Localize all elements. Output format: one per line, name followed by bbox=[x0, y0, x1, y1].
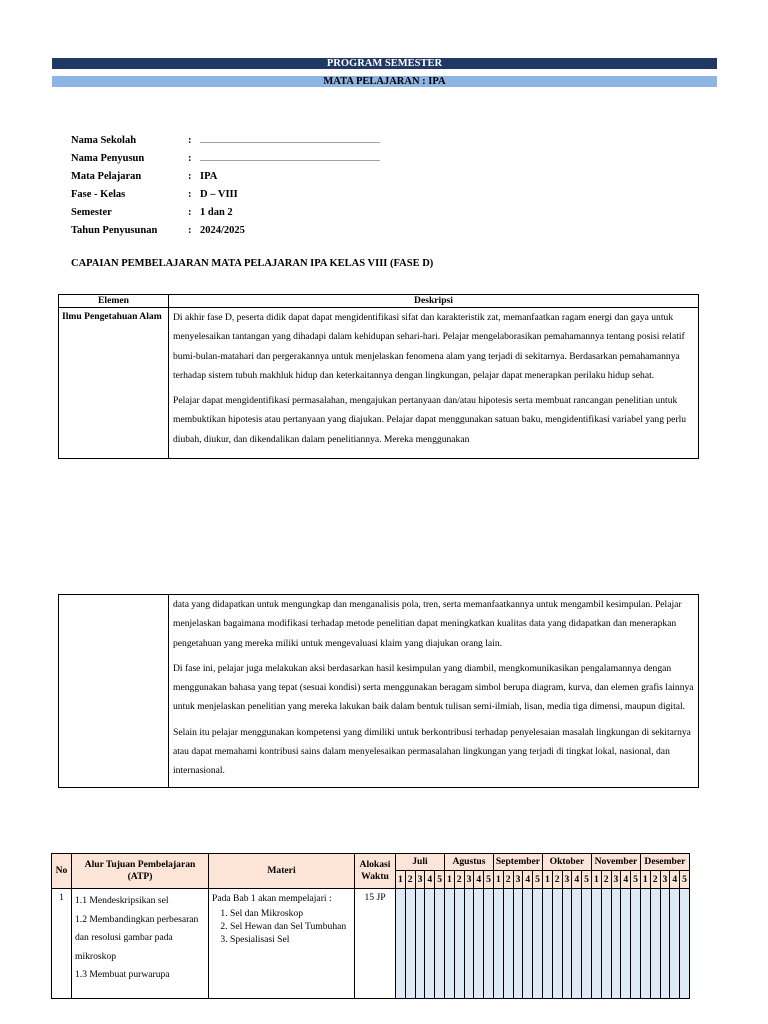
week-header: 3 bbox=[464, 871, 474, 889]
week-cell bbox=[474, 889, 484, 999]
cp-table-page2 bbox=[58, 594, 699, 788]
identity-value: IPA bbox=[200, 170, 218, 182]
materi-item: 2. Sel Hewan dan Sel Tumbuhan bbox=[230, 920, 351, 933]
week-cell bbox=[533, 889, 543, 999]
identity-value: .......................................................................................... bbox=[200, 153, 380, 163]
identity-colon: : bbox=[188, 188, 192, 200]
month-header: Oktober bbox=[542, 854, 591, 871]
week-cell bbox=[660, 889, 670, 999]
week-header: 2 bbox=[552, 871, 562, 889]
week-cell bbox=[631, 889, 641, 999]
week-header: 3 bbox=[513, 871, 523, 889]
week-cell bbox=[591, 889, 601, 999]
week-cell bbox=[562, 889, 572, 999]
week-cell bbox=[425, 889, 435, 999]
week-cell bbox=[513, 889, 523, 999]
week-cell bbox=[464, 889, 474, 999]
materi-item: 3. Spesialisasi Sel bbox=[230, 933, 351, 946]
identity-label: Tahun Penyusunan bbox=[71, 225, 158, 237]
col-no: No bbox=[52, 854, 72, 889]
week-header: 4 bbox=[670, 871, 680, 889]
week-header: 4 bbox=[523, 871, 533, 889]
col-elemen: Elemen bbox=[59, 295, 169, 308]
row-atp bbox=[72, 889, 209, 999]
identity-label: Nama Sekolah bbox=[71, 134, 137, 146]
week-header: 3 bbox=[660, 871, 670, 889]
identity-row bbox=[71, 185, 380, 203]
identity-colon: : bbox=[188, 225, 192, 237]
identity-colon: : bbox=[188, 134, 192, 146]
week-cell bbox=[523, 889, 533, 999]
atp-item: 1.2 Membandingkan perbesaran dan resolusi gambar pada mikroskop bbox=[75, 913, 199, 962]
cp-paragraph: data yang didapatkan untuk mengungkap dan menganalisis pola, tren, serta memanfaatkannya untuk mengambil kesimpulan. Pelajar menjelaskan bagaimana modifikasi terhadap metode penelitian dapat meningkatkan kualitas data yang didapatkan dan menerapkan pengetahuan yang mereka miliki untuk mengevaluasi klaim yang diajukan orang lain. bbox=[173, 599, 682, 649]
week-cell bbox=[601, 889, 611, 999]
identity-value: 1 dan 2 bbox=[200, 206, 233, 218]
materi-intro: Pada Bab 1 akan mempelajari : bbox=[212, 893, 332, 904]
cp-paragraph: Di akhir fase D, peserta didik dapat dapat mengidentifikasi sifat dan karakteristik zat, memanfaatkan ragam energi dan gaya untuk menyelesaikan tantangan yang dihadapi dalam kehidupan sehari-hari. Pelajar mengelaborasikan pemahamannya tentang posisi relatif bumi-bulan-matahari dan pergerakannya untuk menjelaskan fenomena alam yang terjadi di sekitarnya. Berdasarkan pemahamannya terhadap sistem tubuh makhluk hidup dan keterkaitannya dengan lingkungan, pelajar dapat menerapkan perilaku hidup sehat. bbox=[173, 312, 685, 381]
identity-value: 2024/2025 bbox=[200, 225, 245, 237]
week-header: 1 bbox=[542, 871, 552, 889]
week-cell bbox=[396, 889, 406, 999]
week-header: 5 bbox=[631, 871, 641, 889]
week-cell bbox=[621, 889, 631, 999]
week-cell bbox=[444, 889, 454, 999]
week-cell bbox=[415, 889, 425, 999]
week-cell bbox=[493, 889, 503, 999]
cp-paragraph: Pelajar dapat mengidentifikasi permasalahan, mengajukan pertanyaan dan/atau hipotesis serta membuat rancangan penelitian untuk membuktikan hipotesis atau pertanyaan yang diajukan. Pelajar dapat menggunakan satuan baku, mengidentifikasi variabel yang perlu diubah, diukur, dan dikendalikan dalam penelitiannya. Mereka menggunakan bbox=[173, 395, 687, 445]
week-header: 1 bbox=[591, 871, 601, 889]
week-header: 5 bbox=[435, 871, 445, 889]
identity-label: Fase - Kelas bbox=[71, 188, 126, 200]
cp-table-page1 bbox=[58, 294, 699, 459]
cp-paragraph: Selain itu pelajar menggunakan kompetensi yang dimiliki untuk berkontribusi terhadap penyelesaian masalah lingkungan di sekitarnya atau dapat memahami kontribusi sains dalam menyelesaikan permasalahan lingkungan yang terjadi di tingkat lokal, nasional, dan internasional. bbox=[173, 726, 691, 777]
row-materi bbox=[209, 889, 355, 999]
document-title: PROGRAM SEMESTER bbox=[52, 58, 717, 69]
week-header: 1 bbox=[493, 871, 503, 889]
identity-row bbox=[71, 149, 380, 167]
week-cell bbox=[582, 889, 592, 999]
week-cell bbox=[454, 889, 464, 999]
element-empty-cell bbox=[59, 595, 169, 788]
week-header: 4 bbox=[572, 871, 582, 889]
week-cell bbox=[552, 889, 562, 999]
week-header: 2 bbox=[454, 871, 464, 889]
week-header: 2 bbox=[650, 871, 660, 889]
identity-row bbox=[71, 167, 380, 185]
week-cell bbox=[611, 889, 621, 999]
identity-colon: : bbox=[188, 152, 192, 164]
month-header: November bbox=[591, 854, 640, 871]
week-cell bbox=[503, 889, 513, 999]
week-header: 5 bbox=[582, 871, 592, 889]
month-header: Agustus bbox=[444, 854, 493, 871]
identity-row bbox=[71, 203, 380, 221]
col-materi: Materi bbox=[209, 854, 355, 889]
month-header: Juli bbox=[396, 854, 445, 871]
week-cell bbox=[680, 889, 690, 999]
element-name: Ilmu Pengetahuan Alam bbox=[59, 308, 169, 459]
week-cell bbox=[572, 889, 582, 999]
identity-label: Semester bbox=[71, 206, 112, 218]
identity-row bbox=[71, 221, 380, 239]
month-header: September bbox=[493, 854, 542, 871]
week-header: 3 bbox=[611, 871, 621, 889]
week-cell bbox=[435, 889, 445, 999]
identity-colon: : bbox=[188, 170, 192, 182]
month-header: Desember bbox=[640, 854, 689, 871]
description-cell bbox=[169, 595, 699, 788]
materi-item: 1. Sel dan Mikroskop bbox=[230, 907, 351, 920]
week-header: 3 bbox=[415, 871, 425, 889]
cp-paragraph: Di fase ini, pelajar juga melakukan aksi berdasarkan hasil kesimpulan yang diambil, mengkomunikasikan pengalamannya dengan menggunakan bahasa yang tepat (sesuai kondisi) serta menggunakan beragam simbol berupa diagram, kurva, dan elemen grafis lainnya untuk menjelaskan penelitian yang mereka lakukan baik dalam bentuk tulisan semi-ilmiah, lisan, media tiga dimensi, maupun digital. bbox=[173, 662, 694, 713]
description-cell bbox=[169, 308, 699, 459]
row-no: 1 bbox=[52, 889, 72, 999]
week-header: 4 bbox=[425, 871, 435, 889]
week-header: 5 bbox=[533, 871, 543, 889]
week-header: 5 bbox=[680, 871, 690, 889]
week-header: 2 bbox=[601, 871, 611, 889]
week-cell bbox=[640, 889, 650, 999]
col-deskripsi: Deskripsi bbox=[169, 295, 699, 308]
week-cell bbox=[650, 889, 660, 999]
week-header: 2 bbox=[503, 871, 513, 889]
identity-colon: : bbox=[188, 206, 192, 218]
row-alokasi: 15 JP bbox=[355, 889, 396, 999]
week-header: 4 bbox=[474, 871, 484, 889]
week-cell bbox=[670, 889, 680, 999]
week-header: 5 bbox=[484, 871, 494, 889]
atp-item: 1.1 Mendeskripsikan sel bbox=[75, 895, 169, 906]
col-atp: Alur Tujuan Pembelajaran (ATP) bbox=[72, 854, 209, 889]
week-cell bbox=[405, 889, 415, 999]
identity-table bbox=[71, 131, 380, 240]
week-header: 1 bbox=[444, 871, 454, 889]
week-header: 3 bbox=[562, 871, 572, 889]
week-header: 1 bbox=[640, 871, 650, 889]
atp-item: 1.3 Membuat purwarupa bbox=[75, 969, 170, 980]
identity-value: D – VIII bbox=[200, 188, 238, 200]
identity-label: Nama Penyusun bbox=[71, 152, 145, 164]
atp-table bbox=[51, 853, 690, 999]
week-header: 4 bbox=[621, 871, 631, 889]
week-cell bbox=[484, 889, 494, 999]
week-cell bbox=[542, 889, 552, 999]
identity-row bbox=[71, 131, 380, 149]
week-header: 1 bbox=[396, 871, 406, 889]
week-header: 2 bbox=[405, 871, 415, 889]
col-alokasi: Alokasi Waktu bbox=[355, 854, 396, 889]
identity-label: Mata Pelajaran bbox=[71, 170, 142, 182]
document-subtitle: MATA PELAJARAN : IPA bbox=[52, 76, 717, 87]
cp-heading: CAPAIAN PEMBELAJARAN MATA PELAJARAN IPA KELAS VIII (FASE D) bbox=[71, 258, 434, 269]
identity-value: .......................................................................................... bbox=[200, 135, 380, 145]
